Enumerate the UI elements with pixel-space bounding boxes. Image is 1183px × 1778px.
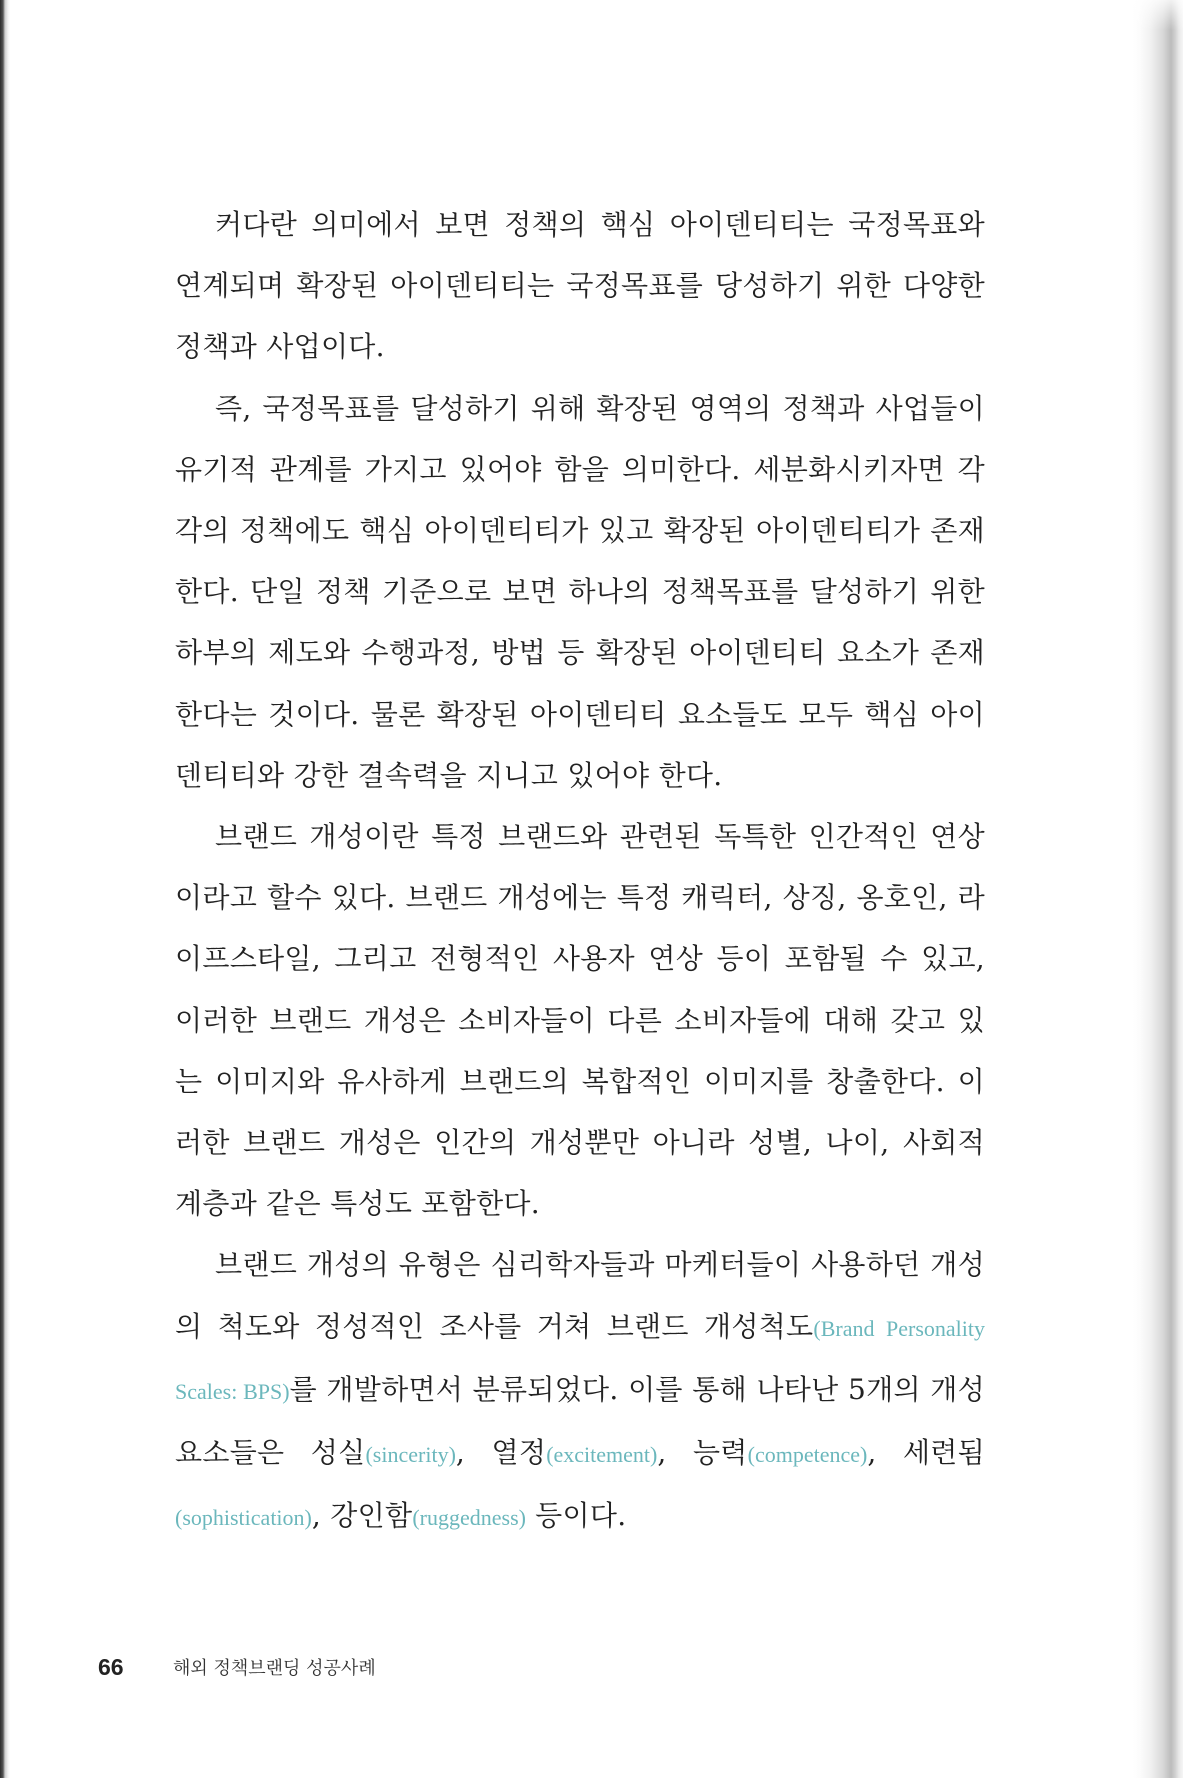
english-gloss: (Brand Personality Scales: BPS) — [175, 1315, 985, 1404]
english-gloss: (sincerity) — [365, 1442, 456, 1468]
paragraph-2 — [175, 378, 985, 806]
text-segment: 등이다. — [525, 1499, 627, 1533]
paragraph-4 — [175, 1234, 985, 1548]
paragraph-3 — [175, 806, 985, 1234]
text-segment: 즉, 국정목표를 달성하기 위해 확장된 영역의 정책과 사업들이 유기적 관계를 가지고 있어야 함을 의미한다. 세분화시키자면 각각의 정책에도 핵심 아이덴티티가 있고 확장된 아이덴티티가 존재한다. 단일 정책 기준으로 보면 하나의 정책목표를 달성하기 위한 하부의 제도와 수행과정, 방법 등 확장된 아이덴티티 요소가 존재한다는 것이다. 물론 확장된 아이덴티티 요소들도 모두 핵심 아이덴티티와 강한 결속력을 지니고 있어야 한다. — [175, 391, 985, 792]
english-gloss: (sophistication) — [175, 1505, 312, 1531]
english-gloss: (ruggedness) — [412, 1505, 526, 1531]
text-segment: , 강인함 — [311, 1499, 413, 1533]
text-segment: 커다란 의미에서 보면 정책의 핵심 아이덴티티는 국정목표와 연계되며 확장된 아이덴티티는 국정목표를 당성하기 위한 다양한 정책과 사업이다. — [175, 208, 985, 364]
page-number: 66 — [98, 1653, 124, 1680]
body-text — [175, 194, 985, 1548]
text-segment: 를 개발하면서 분류되었다. 이를 통해 나타난 5개의 개성 요소들은 성실 — [175, 1372, 985, 1470]
text-segment: , 열정 — [455, 1436, 547, 1470]
running-head: 해외 정책브랜딩 성공사례 — [173, 1658, 376, 1679]
text-segment: , 세련됨 — [867, 1436, 985, 1470]
page-footer — [98, 1652, 376, 1682]
text-segment: 브랜드 개성의 유형은 심리학자들과 마케터들이 사용하던 개성의 척도와 정성적인 조사를 거쳐 브랜드 개성척도 — [175, 1248, 985, 1343]
english-gloss: (excitement) — [546, 1442, 658, 1468]
english-gloss: (competence) — [747, 1442, 868, 1468]
text-segment: , 능력 — [657, 1436, 748, 1470]
paragraph-1 — [175, 194, 985, 378]
text-segment: 브랜드 개성이란 특정 브랜드와 관련된 독특한 인간적인 연상이라고 할수 있다. 브랜드 개성에는 특정 캐릭터, 상징, 옹호인, 라이프스타일, 그리고 전형적인 사용자 연상 등이 포함될 수 있고, 이러한 브랜드 개성은 소비자들이 다른 소비자들에 대해 갖고 있는 이미지와 유사하게 브랜드의 복합적인 이미지를 창출한다. 이러한 브랜드 개성은 인간의 개성뿐만 아니라 성별, 나이, 사회적 계층과 같은 특성도 포함한다. — [175, 820, 985, 1221]
